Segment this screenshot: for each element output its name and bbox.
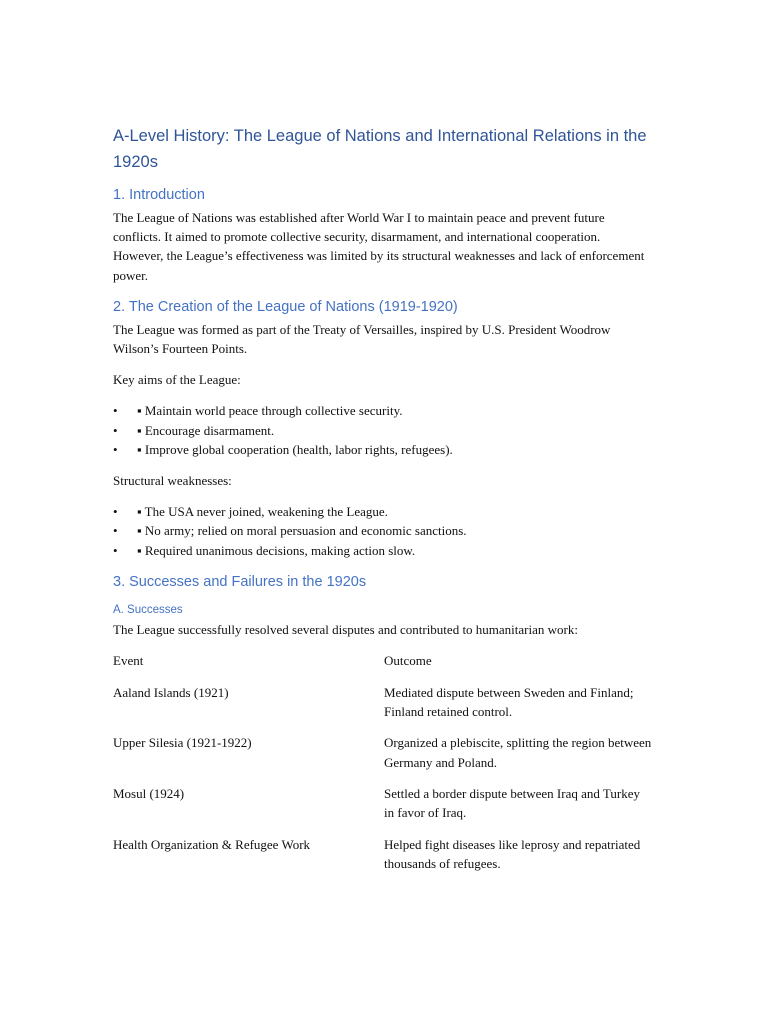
table-header-row — [113, 651, 653, 683]
table-cell-event: Mosul (1924) — [113, 786, 185, 802]
bullet-icon: • — [113, 504, 118, 520]
section-introduction — [113, 185, 653, 285]
section-heading-creation: 2. The Creation of the League of Nations (1919-1920) — [113, 298, 458, 315]
bullet-icon: • — [113, 523, 118, 539]
bullet-icon: • — [113, 441, 118, 457]
table-cell-event: Health Organization & Refugee Work — [113, 837, 311, 853]
table-cell-event: Aaland Islands (1921) — [113, 684, 229, 700]
structural-weaknesses-list — [113, 502, 653, 560]
table-header-event: Event — [113, 653, 144, 669]
successes-table — [113, 651, 653, 886]
list-item-text: ▪ Required unanimous decisions, making action slow. — [137, 542, 416, 558]
list-item-text: ▪ Maintain world peace through collective security. — [137, 403, 403, 419]
list-item-text: ▪ Improve global cooperation (health, labor rights, refugees). — [137, 441, 453, 457]
table-cell-outcome: Helped fight diseases like leprosy and repatriated thousands of refugees. — [384, 837, 641, 872]
introduction-paragraph: The League of Nations was established after World War I to maintain peace and prevent future conflicts. It aimed to promote collective security, disarmament, and international cooperation. However, the League’s effectiveness was limited by its structural weaknesses and lack of enforcement power. — [113, 210, 645, 283]
section-successes-failures — [113, 572, 653, 886]
list-item — [113, 421, 653, 440]
table-row — [113, 784, 653, 835]
table-cell-outcome: Settled a border dispute between Iraq and Turkey in favor of Iraq. — [384, 786, 640, 821]
document-title: A-Level History: The League of Nations and International Relations in the 1920s — [113, 127, 647, 171]
list-item — [113, 401, 653, 420]
table-row — [113, 733, 653, 784]
list-item-text: ▪ Encourage disarmament. — [137, 422, 275, 438]
list-item — [113, 541, 653, 560]
table-cell-outcome: Mediated dispute between Sweden and Finland; Finland retained control. — [384, 684, 634, 719]
list-item-text: ▪ The USA never joined, weakening the League. — [137, 504, 388, 520]
key-aims-list — [113, 401, 653, 459]
creation-paragraph: The League was formed as part of the Treaty of Versailles, inspired by U.S. President Woodrow Wilson’s Fourteen Points. — [113, 321, 611, 357]
table-row — [113, 835, 653, 886]
section-creation — [113, 297, 653, 560]
list-item — [113, 440, 653, 459]
document-page — [113, 123, 653, 886]
section-heading-successes-failures: 3. Successes and Failures in the 1920s — [113, 573, 367, 590]
bullet-icon: • — [113, 403, 118, 419]
bullet-icon: • — [113, 422, 118, 438]
structural-weaknesses-label: Structural weaknesses: — [113, 473, 232, 489]
subheading-successes: A. Successes — [113, 603, 183, 616]
section-heading-introduction: 1. Introduction — [113, 187, 205, 203]
table-cell-outcome: Organized a plebiscite, splitting the region between Germany and Poland. — [384, 735, 652, 770]
bullet-icon: • — [113, 542, 118, 558]
list-item-text: ▪ No army; relied on moral persuasion and economic sanctions. — [137, 523, 467, 539]
successes-paragraph: The League successfully resolved several disputes and contributed to humanitarian work: — [113, 621, 578, 637]
key-aims-label: Key aims of the League: — [113, 372, 241, 388]
table-header-outcome: Outcome — [384, 653, 432, 669]
list-item — [113, 502, 653, 521]
table-cell-event: Upper Silesia (1921-1922) — [113, 735, 252, 751]
table-row — [113, 683, 653, 734]
list-item — [113, 521, 653, 540]
